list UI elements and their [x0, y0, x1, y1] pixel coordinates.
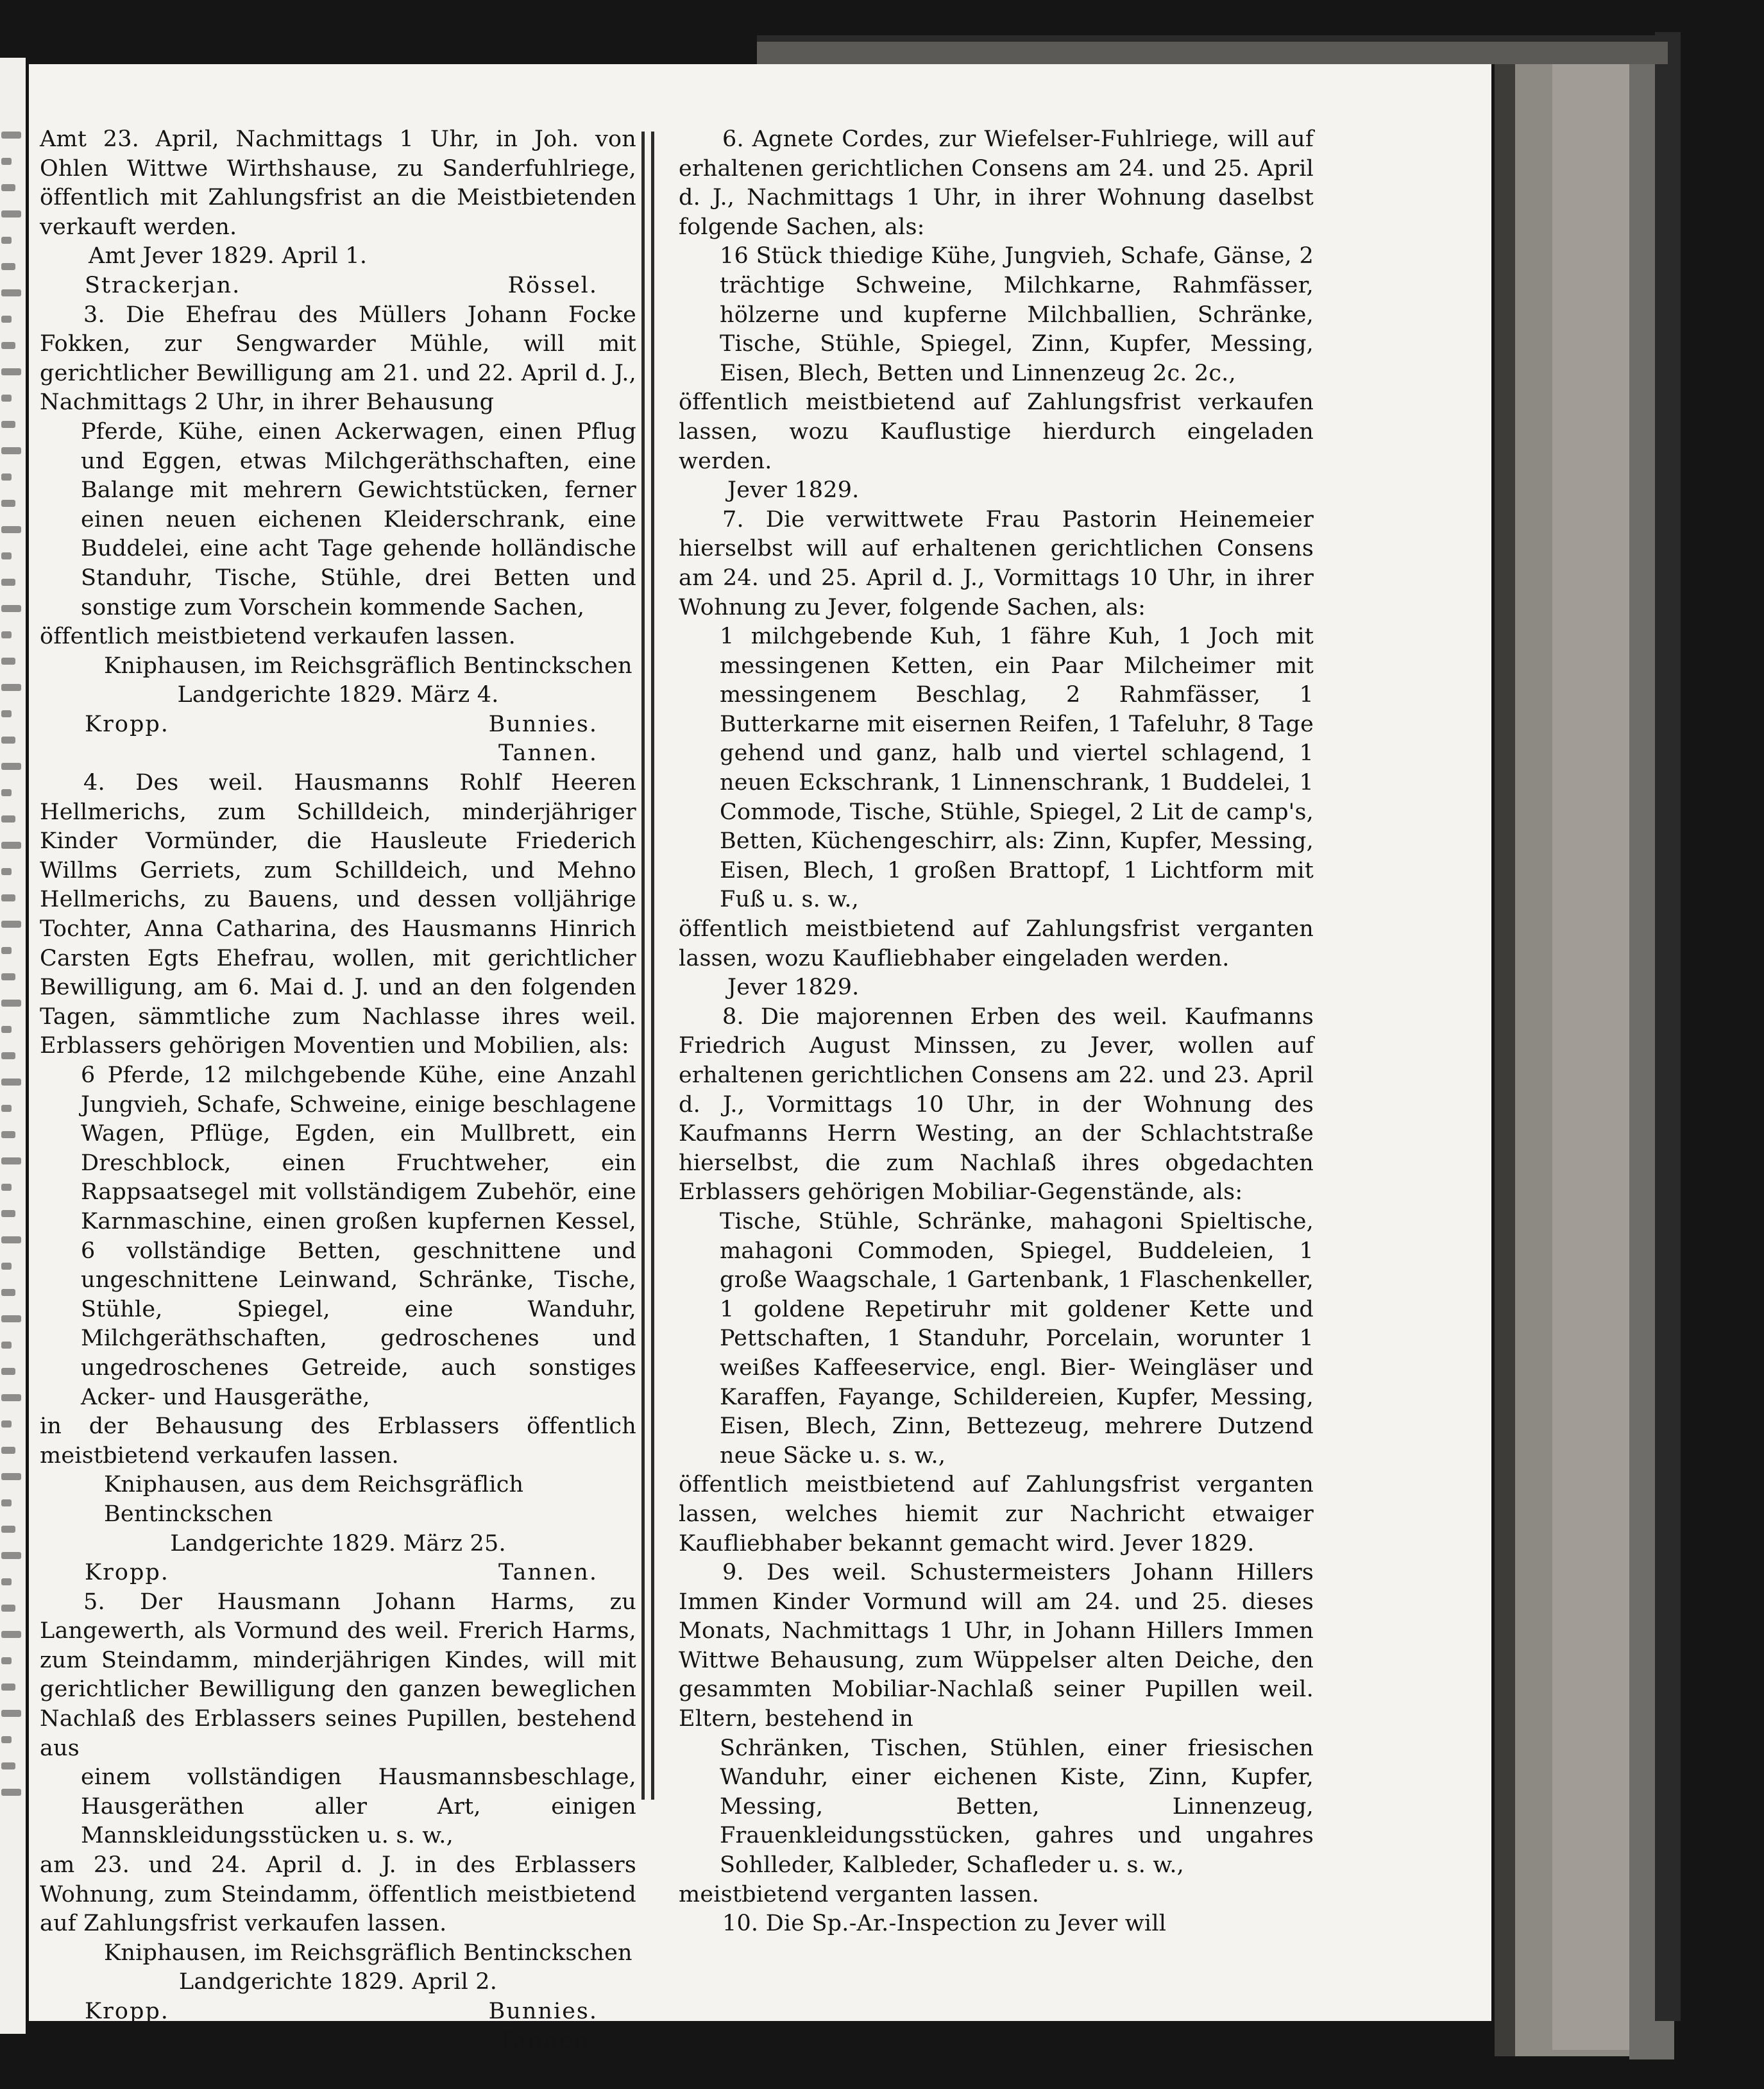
text-block: Kniphausen, aus dem Reichsgräflich Bentinckschen	[104, 1472, 524, 1527]
text-block: 10. Die Sp.-Ar.-Inspection zu Jever will	[722, 1911, 1167, 1937]
text-block	[40, 271, 636, 301]
text-block: 4. Des weil. Hausmanns Rohlf Heeren Hellmerichs, zum Schilldeich, minderjähriger Kinder Vormünder, die Hausleute Friederich Willms Gerriets, zum Schilldeich, und Mehno Hellmerichs, zu Bauens, und dessen volljährige Tochter, Anna Catharina, des Hausmanns Hinrich Carsten Egts Ehefrau, wollen, mit gerichtlicher Bewilligung, am 6. Mai d. J. und an den folgenden Tagen, sämmtliche zum Nachlasse ihres weil. Erblassers gehörigen Moventien und Mobilien, als:	[40, 770, 636, 1059]
text-block: Landgerichte 1829. März 4.	[177, 682, 499, 708]
signature-name: Kropp.	[85, 1560, 169, 1586]
text-block: Tische, Stühle, Schränke, mahagoni Spieltische, mahagoni Commoden, Spiegel, Buddeleien, 1 große Waagschale, 1 Gartenbank, 1 Flaschenkeller, 1 goldene Repetiruhr mit goldener Kette und Pettschaften, 1 Standuhr, Porcelain, worunter 1 weißes Kaffeeservice, engl. Bier- Weingläser und Karaffen, Fayange, Schildereien, Kupfer, Messing, Eisen, Blech, Zinn, Bettezeug, mehrere Dutzend neue Säcke u. s. w.,	[720, 1208, 1314, 1469]
column-rule-left	[641, 132, 645, 1800]
signature-name: Bunnies.	[488, 1999, 598, 2024]
signature-name: Strackerjan.	[85, 272, 241, 298]
text-block: 1 milchgebende Kuh, 1 fähre Kuh, 1 Joch mit messingenen Ketten, ein Paar Milcheimer mit messingenem Beschlag, 2 Rahmfässer, 1 Butterkarne mit eisernen Reifen, 1 Tafeluhr, 8 Tage gehend und ganz, halb und viertel schlagend, 1 neuen Eckschrank, 1 Linnenschrank, 1 Buddelei, 1 Commode, Tische, Stühle, Spiegel, 2 Lit de camp's, Betten, Küchengeschirr, als: Zinn, Kupfer, Messing, Eisen, Blech, 1 großen Brattopf, 1 Lichtform mit Fuß u. s. w.,	[720, 624, 1314, 913]
right-column	[679, 125, 1314, 1939]
text-block: 16 Stück thiedige Kühe, Jungvieh, Schafe, Gänse, 2 trächtige Schweine, Milchkarne, Rahmfässer, hölzerne und kupferne Milchballien, Schränke, Tische, Stühle, Spiegel, Zinn, Kupfer, Messing, Eisen, Blech, Betten und Linnenzeug 2c. 2c.,	[720, 243, 1314, 386]
text-block: 5. Der Hausmann Johann Harms, zu Langewerth, als Vormund des weil. Frerich Harms, zum Steindamm, minderjährigen Kindes, will mit gerichtlicher Bewilligung den ganzen beweglichen Nachlaß des Erblassers seines Pupillen, bestehend aus	[40, 1589, 636, 1761]
text-block: Pferde, Kühe, einen Ackerwagen, einen Pflug und Eggen, etwas Milchgeräthschaften, eine Balange mit mehrern Gewichtstücken, ferner einen neuen eichenen Kleiderschrank, eine Buddelei, eine acht Tage gehende holländische Standuhr, Tische, Stühle, drei Betten und sonstige zum Vorschein kommende Sachen,	[81, 418, 636, 620]
text-block: Jever 1829.	[727, 975, 860, 1001]
text-block: öffentlich meistbietend auf Zahlungsfrist verkaufen lassen, wozu Kauflustige hierdurch eingeladen werden.	[679, 389, 1314, 474]
text-block: Schränken, Tischen, Stühlen, einer friesischen Wanduhr, einer eichenen Kiste, Zinn, Kupfer, Messing, Betten, Linnenzeug, Frauenkleidungsstücken, gahres und ungahres Sohlleder, Kalbleder, Schafleder u. s. w.,	[720, 1735, 1314, 1879]
previous-page-edge	[0, 58, 26, 2034]
column-rule-right	[651, 132, 654, 1800]
text-block: Kniphausen, im Reichsgräflich Bentinckschen	[104, 652, 632, 679]
text-block: 6 Pferde, 12 milchgebende Kühe, eine Anzahl Jungvieh, Schafe, Schweine, einige beschlagene Wagen, Pflüge, Egden, ein Mullbrett, ein Dreschblock, einen Fruchtweher, ein Rappsaatsegel mit vollständigem Zubehör, eine Karnmaschine, einen großen kupfernen Kessel, 6 vollständige Betten, geschnittene und ungeschnittene Leinwand, Schränke, Tische, Stühle, Spiegel, eine Wanduhr, Milchgeräthschaften, gedroschenes und ungedroschenes Getreide, auch sonstiges Acker- und Hausgeräthe,	[81, 1062, 636, 1410]
signature-name: Rössel.	[507, 272, 598, 298]
text-block: 6. Agnete Cordes, zur Wiefelser-Fuhlriege, will auf erhaltenen gerichtlichen Consens am 24. und 25. April d. J., Nachmittags 1 Uhr, in ihrer Wohnung daselbst folgende Sachen, als:	[679, 126, 1314, 240]
text-block: Tannen.	[498, 2027, 598, 2054]
text-block: einem vollständigen Hausmannsbeschlage, Hausgeräthen aller Art, einigen Mannskleidungsstücken u. s. w.,	[81, 1764, 636, 1849]
text-block	[40, 1997, 636, 2027]
text-block: meistbietend verganten lassen.	[679, 1881, 1040, 1907]
text-block: öffentlich meistbietend auf Zahlungsfrist verganten lassen, wozu Kaufliebhaber eingeladen werden.	[679, 916, 1314, 971]
text-block: öffentlich meistbietend verkaufen lassen.	[40, 624, 516, 650]
signature-name: Kropp.	[85, 1999, 169, 2024]
text-block	[40, 710, 636, 740]
text-block: 3. Die Ehefrau des Müllers Johann Focke Fokken, zur Sengwarder Mühle, will mit gerichtlicher Bewilligung am 21. und 22. April d. J., Nachmittags 2 Uhr, in ihrer Behausung	[40, 302, 636, 416]
text-block	[40, 1558, 636, 1588]
text-block: Jever 1829.	[727, 477, 860, 504]
text-block: Kniphausen, im Reichsgräflich Bentinckschen	[104, 1940, 632, 1966]
text-block: in der Behausung des Erblassers öffentlich meistbietend verkaufen lassen.	[40, 1413, 636, 1469]
text-block: öffentlich meistbietend auf Zahlungsfrist verganten lassen, welches hiemit zur Nachricht etwaiger Kaufliebhaber bekannt gemacht wird. Jever 1829.	[679, 1472, 1314, 1556]
previous-page-text-fragments	[1, 132, 24, 1832]
text-block: Amt Jever 1829. April 1.	[89, 243, 368, 269]
text-block: Tannen.	[498, 740, 598, 767]
text-block: am 23. und 24. April d. J. in des Erblassers Wohnung, zum Steindamm, öffentlich meistbietend auf Zahlungsfrist verkaufen lassen.	[40, 1852, 636, 1937]
text-block: Landgerichte 1829. April 2.	[178, 1969, 498, 1995]
signature-name: Kropp.	[85, 711, 169, 737]
text-block: 7. Die verwittwete Frau Pastorin Heinemeier hierselbst will auf erhaltenen gerichtlichen Consens am 24. und 25. April d. J., Vormittags 10 Uhr, in ihrer Wohnung zu Jever, folgende Sachen, als:	[679, 506, 1314, 620]
text-block: Amt 23. April, Nachmittags 1 Uhr, in Joh. von Ohlen Wittwe Wirthshause, zu Sanderfuhlriege, öffentlich mit Zahlungsfrist an die Meistbietenden verkauft werden.	[40, 126, 636, 240]
signature-name: Bunnies.	[488, 711, 598, 737]
left-column	[40, 125, 636, 2056]
text-block: Landgerichte 1829. März 25.	[170, 1530, 506, 1556]
text-block: 9. Des weil. Schustermeisters Johann Hillers Immen Kinder Vormund will am 24. und 25. dieses Monats, Nachmittags 1 Uhr, in Johann Hillers Immen Wittwe Behausung, zum Wüppelser alten Deiche, den gesammten Mobiliar-Nachlaß seiner Pupillen weil. Eltern, bestehend in	[679, 1560, 1314, 1732]
signature-name: Tannen.	[498, 1560, 598, 1586]
text-block: 8. Die majorennen Erben des weil. Kaufmanns Friedrich August Minssen, zu Jever, wollen auf erhaltenen gerichtlichen Consens am 22. und 23. April d. J., Vormittags 10 Uhr, in der Wohnung des Kaufmanns Herrn Westing, an der Schlachtstraße hierselbst, die zum Nachlaß ihres obgedachten Erblassers gehörigen Mobiliar-Gegenstände, als:	[679, 1003, 1314, 1206]
